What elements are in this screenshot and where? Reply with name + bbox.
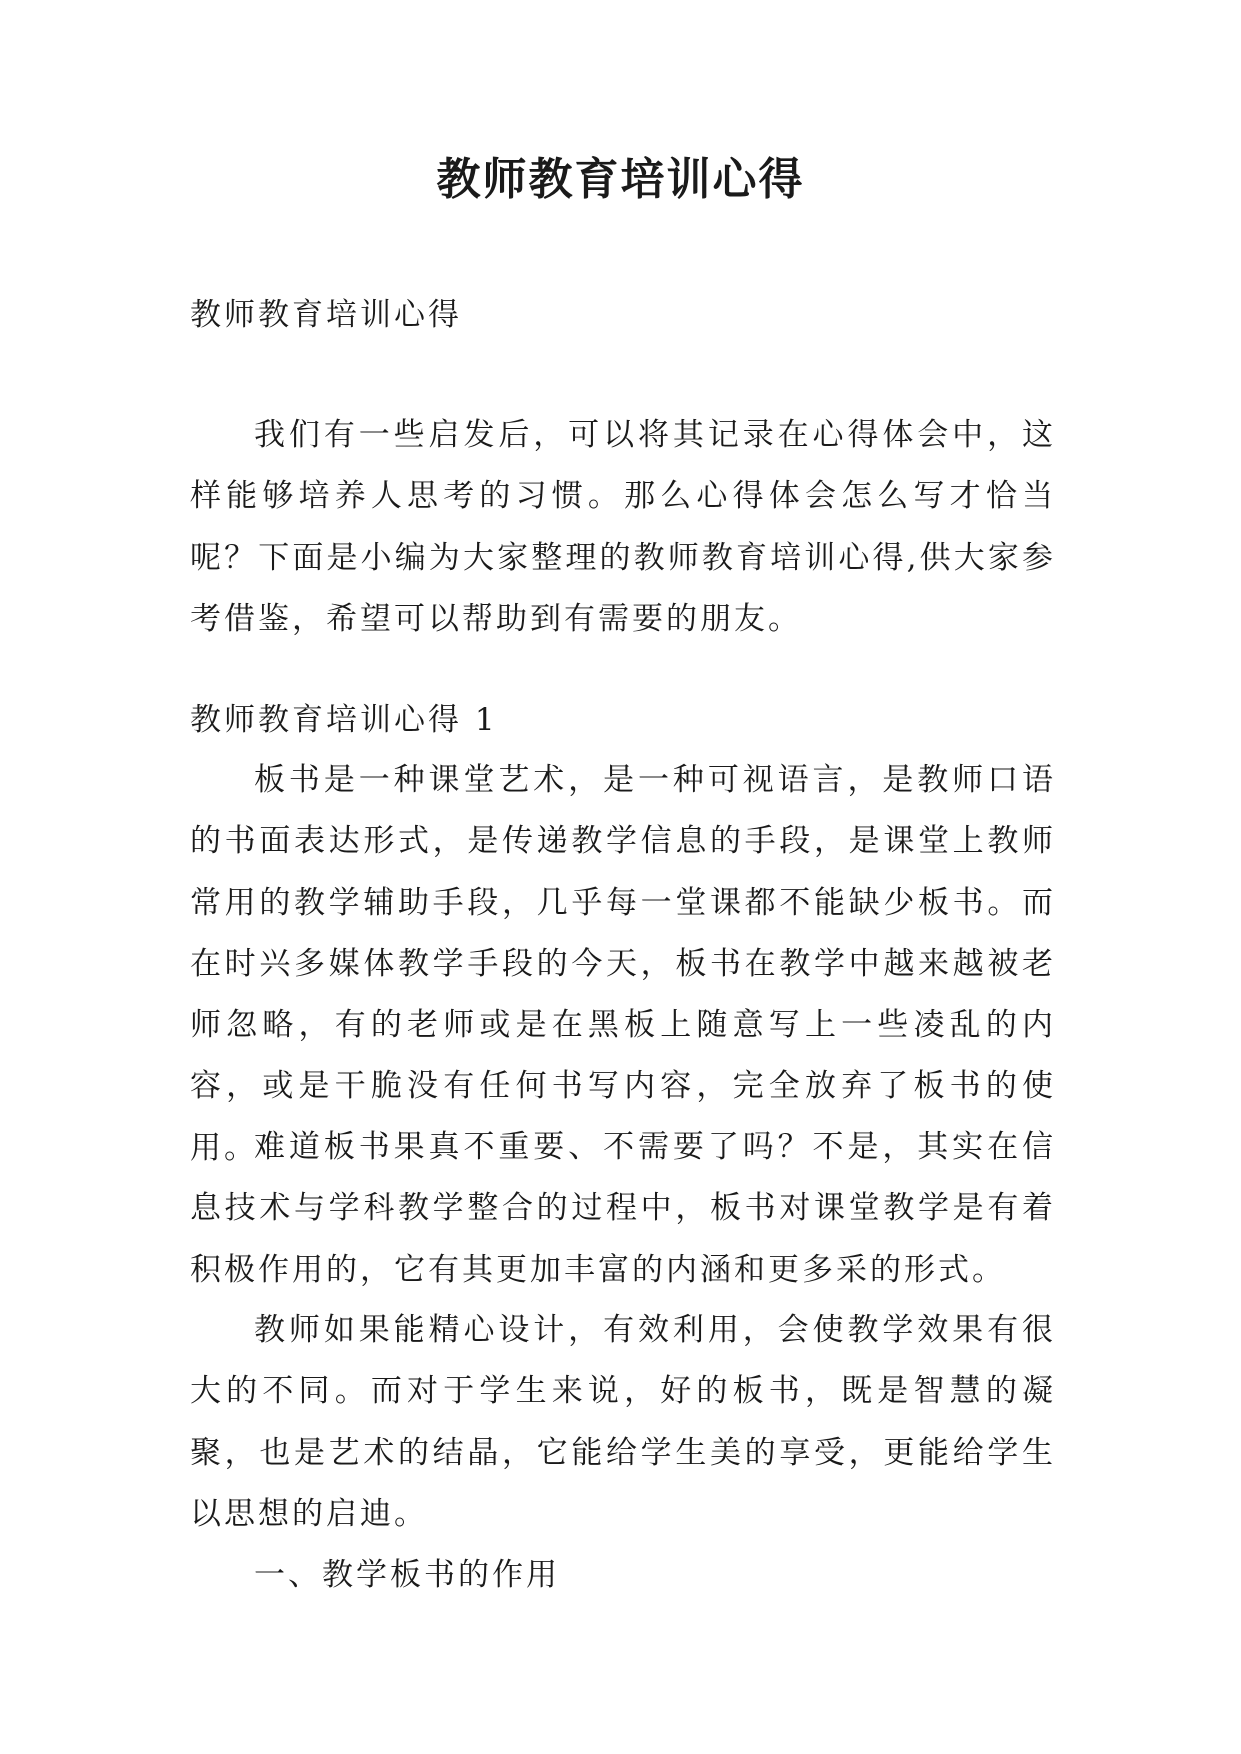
section-heading: 教师教育培训心得 1	[190, 702, 498, 738]
sub-section-heading: 一、教学板书的作用	[254, 1557, 560, 1593]
intro-paragraph: 我们有一些启发后，可以将其记录在心得体会中，这样能够培养人思考的习惯。那么心得体会怎么写才恰当呢？下面是小编为大家整理的教师教育培训心得,供大家参考借鉴，希望可以帮助到有需要的朋友。	[190, 417, 1056, 637]
body-paragraph: 难道板书果真不重要、不需要了吗？不是，其实在信息技术与学科教学整合的过程中，板书对课堂教学是有着积极作用的，它有其更加丰富的内涵和更多采的形式。	[190, 1129, 1056, 1288]
body-paragraph: 教师如果能精心设计，有效利用，会使教学效果有很大的不同。而对于学生来说，好的板书，既是智慧的凝聚，也是艺术的结晶，它能给学生美的享受，更能给学生以思想的启迪。	[190, 1312, 1056, 1532]
document-title: 教师教育培训心得	[436, 154, 805, 205]
document-subtitle: 教师教育培训心得	[190, 297, 462, 333]
body-paragraph: 板书是一种课堂艺术，是一种可视语言，是教师口语的书面表达形式，是传递教学信息的手段，是课堂上教师常用的教学辅助手段，几乎每一堂课都不能缺少板书。而在时兴多媒体教学手段的今天，板书在教学中越来越被老师忽略，有的老师或是在黑板上随意写上一些凌乱的内容，或是干脆没有任何书写内容，完全放弃了板书的使用。	[190, 762, 1056, 1166]
